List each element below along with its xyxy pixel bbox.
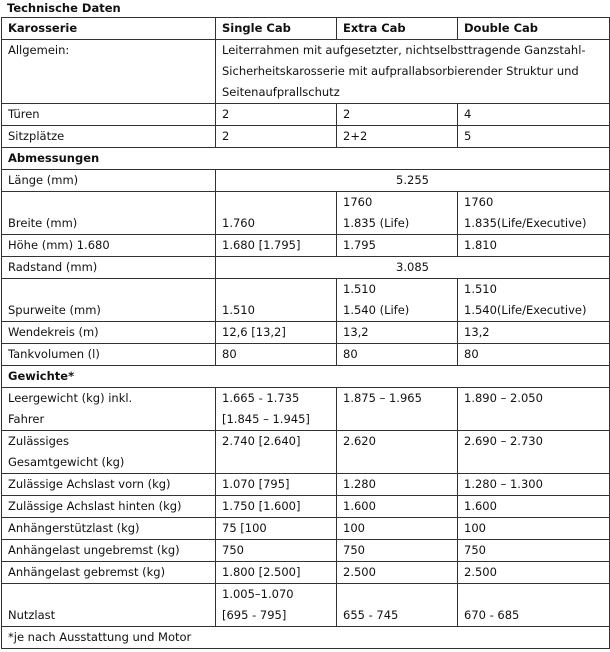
cell-line: [1.845 – 1.945] bbox=[222, 412, 310, 426]
header-karosserie: Karosserie bbox=[2, 18, 216, 40]
cell-single: 1.750 [1.600] bbox=[216, 496, 337, 518]
row-label: Höhe (mm) 1.680 bbox=[2, 235, 216, 257]
cell-single: 2 bbox=[216, 104, 337, 126]
cell-single: 1.680 [1.795] bbox=[216, 235, 337, 257]
row-label: Türen bbox=[2, 104, 216, 126]
footnote-row bbox=[2, 627, 610, 649]
cell-single: 80 bbox=[216, 344, 337, 366]
header-extra-cab: Extra Cab bbox=[337, 18, 458, 40]
cell-double: 1.280 – 1.300 bbox=[458, 474, 610, 496]
row-label: Allgemein: bbox=[2, 40, 216, 104]
cell-double bbox=[458, 279, 610, 322]
header-single-cab: Single Cab bbox=[216, 18, 337, 40]
table-row-zulaessiges-gesamtgewicht bbox=[2, 431, 610, 474]
cell-single: 750 bbox=[216, 540, 337, 562]
cell-extra: 1.795 bbox=[337, 235, 458, 257]
cell-line: Zulässiges bbox=[8, 434, 69, 448]
table-row-tankvolumen bbox=[2, 344, 610, 366]
cell-double: 80 bbox=[458, 344, 610, 366]
cell-line: 1.540 (Life) bbox=[343, 303, 410, 317]
cell-line: 1.665 - 1.735 bbox=[222, 391, 300, 405]
table-row-breite bbox=[2, 192, 610, 235]
allgemein-text: Leiterrahmen mit aufgesetzter, nichtselbsttragende Ganzstahl-Sicherheitskarosserie mit aufprallabsorbierender Struktur und Seitenaufprallschutz bbox=[216, 40, 610, 104]
table-row-leergewicht bbox=[2, 388, 610, 431]
section-row-gewichte bbox=[2, 366, 610, 388]
row-label: Zulässige Achslast vorn (kg) bbox=[2, 474, 216, 496]
cell-single: 75 [100 bbox=[216, 518, 337, 540]
row-label: Breite (mm) bbox=[2, 192, 216, 235]
cell-extra bbox=[337, 192, 458, 235]
cell-line: 1760 bbox=[343, 195, 373, 209]
table-row-laenge bbox=[2, 170, 610, 192]
cell-single: 2 bbox=[216, 126, 337, 148]
cell-double: 2.690 – 2.730 bbox=[458, 431, 610, 474]
row-label: Anhängerstützlast (kg) bbox=[2, 518, 216, 540]
cell-line: [695 - 795] bbox=[222, 608, 287, 622]
cell-extra: 1.280 bbox=[337, 474, 458, 496]
cell-merged: 3.085 bbox=[216, 257, 610, 279]
cell-extra: 2.500 bbox=[337, 562, 458, 584]
cell-double: 1.600 bbox=[458, 496, 610, 518]
cell-double: 4 bbox=[458, 104, 610, 126]
cell-line: Leergewicht (kg) inkl. bbox=[8, 391, 133, 405]
cell-single: 1.510 bbox=[216, 279, 337, 322]
table-row-hoehe bbox=[2, 235, 610, 257]
cell-double: 13,2 bbox=[458, 322, 610, 344]
cell-line: 1.835(Life/Executive) bbox=[464, 216, 587, 230]
cell-double: 670 - 685 bbox=[458, 584, 610, 627]
cell-double: 1.810 bbox=[458, 235, 610, 257]
table-row-spurweite bbox=[2, 279, 610, 322]
row-label: Zulässige Achslast hinten (kg) bbox=[2, 496, 216, 518]
cell-double: 5 bbox=[458, 126, 610, 148]
cell-extra: 80 bbox=[337, 344, 458, 366]
row-label: Spurweite (mm) bbox=[2, 279, 216, 322]
cell-merged: 5.255 bbox=[216, 170, 610, 192]
cell-extra: 2 bbox=[337, 104, 458, 126]
cell-single: 1.070 [795] bbox=[216, 474, 337, 496]
cell-double: 100 bbox=[458, 518, 610, 540]
header-row bbox=[2, 18, 610, 40]
cell-double: 2.500 bbox=[458, 562, 610, 584]
section-row-abmessungen bbox=[2, 148, 610, 170]
row-label bbox=[2, 388, 216, 431]
cell-single: 2.740 [2.640] bbox=[216, 431, 337, 474]
cell-line: 1.005–1.070 bbox=[222, 587, 294, 601]
cell-extra: 2+2 bbox=[337, 126, 458, 148]
row-label: Länge (mm) bbox=[2, 170, 216, 192]
row-label: Anhängelast ungebremst (kg) bbox=[2, 540, 216, 562]
cell-extra: 1.600 bbox=[337, 496, 458, 518]
row-label: Radstand (mm) bbox=[2, 257, 216, 279]
cell-extra: 2.620 bbox=[337, 431, 458, 474]
table-row-achslast-vorn bbox=[2, 474, 610, 496]
table-row-anhaengelast-gebremst bbox=[2, 562, 610, 584]
cell-extra bbox=[337, 279, 458, 322]
cell-line: 1.540(Life/Executive) bbox=[464, 303, 587, 317]
row-label: Sitzplätze bbox=[2, 126, 216, 148]
section-heading: Abmessungen bbox=[2, 148, 610, 170]
cell-double bbox=[458, 192, 610, 235]
cell-single: 12,6 [13,2] bbox=[216, 322, 337, 344]
cell-extra: 750 bbox=[337, 540, 458, 562]
cell-line: Fahrer bbox=[8, 412, 45, 426]
cell-extra: 13,2 bbox=[337, 322, 458, 344]
row-label: Anhängelast gebremst (kg) bbox=[2, 562, 216, 584]
cell-line: 1.510 bbox=[464, 282, 497, 296]
cell-line: Gesamtgewicht (kg) bbox=[8, 455, 125, 469]
header-double-cab: Double Cab bbox=[458, 18, 610, 40]
table-row-allgemein bbox=[2, 40, 610, 104]
cell-single: 1.760 bbox=[216, 192, 337, 235]
row-label bbox=[2, 431, 216, 474]
table-row-radstand bbox=[2, 257, 610, 279]
cell-line: 1760 bbox=[464, 195, 494, 209]
table-row-wendekreis bbox=[2, 322, 610, 344]
cell-single bbox=[216, 584, 337, 627]
cell-extra: 1.875 – 1.965 bbox=[337, 388, 458, 431]
footnote: *je nach Ausstattung und Motor bbox=[2, 627, 610, 649]
cell-single: 1.800 [2.500] bbox=[216, 562, 337, 584]
row-label: Tankvolumen (l) bbox=[2, 344, 216, 366]
row-label: Wendekreis (m) bbox=[2, 322, 216, 344]
cell-line: 1.835 (Life) bbox=[343, 216, 410, 230]
tech-data-table bbox=[1, 17, 610, 649]
cell-double: 1.890 – 2.050 bbox=[458, 388, 610, 431]
row-label: Nutzlast bbox=[2, 584, 216, 627]
cell-extra: 655 - 745 bbox=[337, 584, 458, 627]
table-row-sitzplaetze bbox=[2, 126, 610, 148]
table-row-anhaengelast-ungebremst bbox=[2, 540, 610, 562]
table-row-stuetzlast bbox=[2, 518, 610, 540]
cell-extra: 100 bbox=[337, 518, 458, 540]
cell-double: 750 bbox=[458, 540, 610, 562]
cell-single bbox=[216, 388, 337, 431]
table-row-achslast-hinten bbox=[2, 496, 610, 518]
table-row-nutzlast bbox=[2, 584, 610, 627]
table-row-tueren bbox=[2, 104, 610, 126]
section-heading: Gewichte* bbox=[2, 366, 610, 388]
table-caption: Technische Daten bbox=[7, 1, 121, 15]
cell-line: 1.510 bbox=[343, 282, 376, 296]
